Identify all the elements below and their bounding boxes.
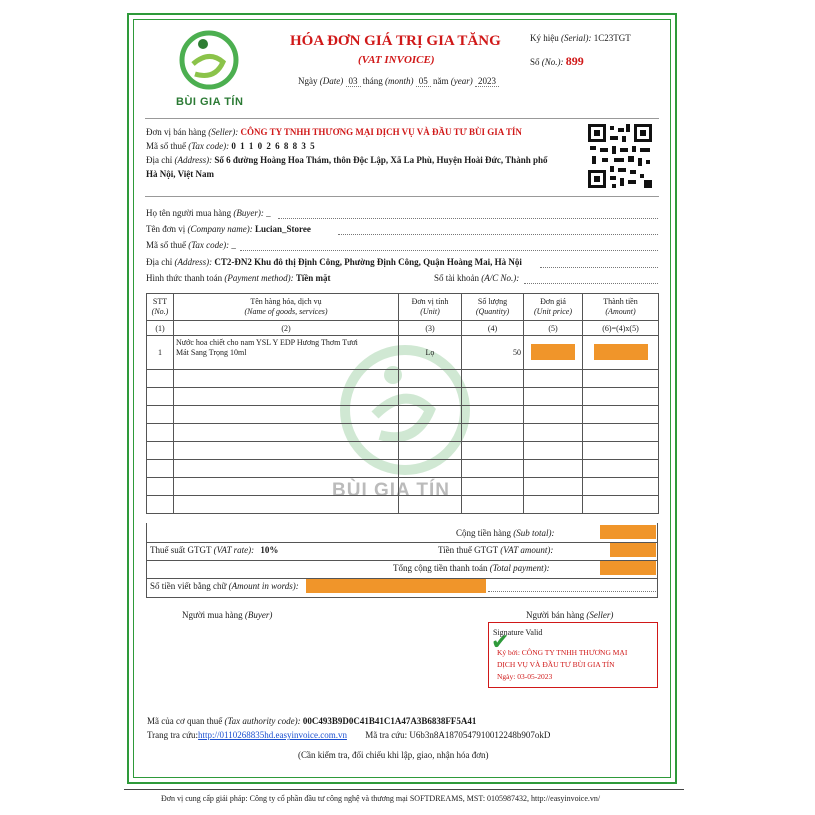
signed-by-line1: Ký bởi: CÔNG TY TNHH THƯƠNG MẠI	[497, 648, 628, 657]
redacted-amount	[594, 344, 648, 360]
seller-tax-code: 0 1 1 0 2 6 8 8 3 5	[231, 141, 316, 151]
qr-code-icon	[588, 124, 652, 188]
signature-check-icon: ✔	[491, 630, 510, 655]
subtotal-label: Cộng tiền hàng (Sub total):	[456, 528, 555, 538]
signed-date: Ngày: 03-05-2023	[497, 672, 553, 681]
table-row: 1 Nước hoa chiết cho nam YSL Y EDP Hương Thơm Tươi Mát Sang Trọng 10ml Lọ 50	[147, 336, 659, 370]
seller-name: CÔNG TY TNHH THƯƠNG MẠI DỊCH VỤ VÀ ĐẦU TƯ BÙI GIA TÍN	[240, 127, 522, 137]
footer-note: (Cần kiểm tra, đối chiếu khi lập, giao, nhận hóa đơn)	[298, 750, 489, 760]
table-row	[147, 496, 659, 514]
lookup-code: U6b3n8A1870547910012248b907okD	[409, 730, 551, 740]
buyer-company: Lucian_Storee	[255, 224, 311, 234]
seller-address-line2: Hà Nội, Việt Nam	[146, 169, 214, 179]
col-header-qty: Số lượng (Quantity)	[462, 294, 524, 321]
seller-tax-line: Mã số thuế (Tax code): 0 1 1 0 2 6 8 8 3 5	[146, 141, 316, 151]
redacted-total	[600, 561, 656, 575]
buyer-company-line: Tên đơn vị (Company name): Lucian_Storee	[146, 224, 311, 234]
divider	[147, 560, 657, 561]
seller-signature-label: Người bán hàng (Seller)	[526, 610, 614, 620]
buyer-tax-line: Mã số thuế (Tax code): _	[146, 240, 236, 250]
invoice-date: Ngày (Date) 03 tháng (month) 05 năm (year) 2023	[298, 76, 499, 86]
lookup-line: Trang tra cứu:http://0110268835hd.easyinvoice.com.vn Mã tra cứu: U6b3n8A1870547910012248b907okD	[147, 730, 551, 740]
date-day: 03	[346, 76, 361, 87]
buyer-address-line: Địa chỉ (Address): CT2-ĐN2 Khu đô thị Định Công, Phường Định Công, Quận Hoàng Mai, Hà Nội	[146, 257, 522, 267]
invoice-title: HÓA ĐƠN GIÁ TRỊ GIA TĂNG	[290, 33, 501, 49]
divider	[145, 118, 659, 119]
serial-value: 1C23TGT	[593, 33, 631, 43]
lookup-link[interactable]: http://0110268835hd.easyinvoice.com.vn	[198, 730, 347, 740]
table-row	[147, 406, 659, 424]
dotted-line	[540, 267, 658, 268]
table-row	[147, 424, 659, 442]
col-header-amount: Thành tiền (Amount)	[583, 294, 659, 321]
buyer-address: CT2-ĐN2 Khu đô thị Định Công, Phường Định Công, Quận Hoàng Mai, Hà Nội	[214, 257, 522, 267]
col-header-no: STT (No.)	[147, 294, 174, 321]
account-no-line: Số tài khoản (A/C No.):	[434, 273, 520, 283]
seller-address: Số 6 đường Hoàng Hoa Thám, thôn Độc Lập, Xã La Phù, Huyện Hoài Đức, Thành phố	[214, 155, 548, 165]
vat-rate: 10%	[260, 545, 279, 555]
invoice-subtitle: (VAT INVOICE)	[358, 54, 435, 66]
signature-valid-text: Signature Valid	[493, 628, 543, 637]
logo-brand-text: BÙI GIA TÍN	[176, 96, 244, 108]
dotted-line	[240, 250, 658, 251]
col-header-price: Đơn giá (Unit price)	[524, 294, 583, 321]
col-header-unit: Đơn vị tính (Unit)	[399, 294, 462, 321]
table-row	[147, 388, 659, 406]
vat-rate-line: Thuế suất GTGT (VAT rate): 10%	[150, 545, 279, 555]
buyer-name-line: Họ tên người mua hàng (Buyer): _	[146, 208, 271, 218]
dotted-line	[488, 591, 656, 592]
buyer-name: _	[266, 208, 271, 218]
divider	[147, 542, 657, 543]
date-month: 05	[416, 76, 431, 87]
company-logo-icon	[175, 30, 243, 90]
date-year: 2023	[475, 76, 499, 87]
table-row	[147, 460, 659, 478]
column-number-row: (1) (2) (3) (4) (5) (6)=(4)x(5)	[147, 321, 659, 336]
redacted-vat-amount	[610, 543, 656, 557]
footer-divider	[124, 789, 684, 790]
table-row	[147, 442, 659, 460]
watermark-text: BÙI GIA TÍN	[332, 480, 450, 501]
divider	[145, 196, 659, 197]
amount-in-words-label: Số tiền viết bằng chữ (Amount in words):	[150, 581, 299, 591]
col-header-name: Tên hàng hóa, dịch vụ (Name of goods, services)	[174, 294, 399, 321]
provider-line: Đơn vị cung cấp giải pháp: Công ty cổ phần đầu tư công nghệ và thương mại SOFTDREAMS, MST: 0105987432, http://easyinvoice.vn/	[161, 794, 601, 803]
seller-address-line: Địa chỉ (Address): Số 6 đường Hoàng Hoa Thám, thôn Độc Lập, Xã La Phù, Huyện Hoài Đức, Thành phố	[146, 155, 548, 165]
redacted-subtotal	[600, 525, 656, 539]
dotted-line	[338, 234, 658, 235]
payment-method: Tiền mặt	[295, 273, 331, 283]
total-payment-label: Tổng cộng tiền thanh toán (Total payment):	[393, 563, 550, 573]
table-header-row	[147, 294, 659, 321]
buyer-tax-code: _	[231, 240, 236, 250]
tax-authority-code: 00C493B9D0C41B41C1A47A3B6838FF5A41	[302, 716, 477, 726]
buyer-signature-label: Người mua hàng (Buyer)	[182, 610, 273, 620]
invoice-number-line: Số (No.): 899	[530, 54, 584, 68]
redacted-unit-price	[531, 344, 575, 360]
invoice-number: 899	[565, 54, 584, 68]
signed-by-line2: DỊCH VỤ VÀ ĐẦU TƯ BÙI GIA TÍN	[497, 660, 615, 669]
seller-name-line: Đơn vị bán hàng (Seller): CÔNG TY TNHH THƯƠNG MẠI DỊCH VỤ VÀ ĐẦU TƯ BÙI GIA TÍN	[146, 127, 522, 137]
items-table	[146, 293, 659, 514]
table-row	[147, 478, 659, 496]
dotted-line	[278, 218, 658, 219]
serial-line: Ký hiệu (Serial): 1C23TGT	[530, 33, 631, 43]
redacted-amount-in-words	[306, 579, 486, 593]
payment-method-line: Hình thức thanh toán (Payment method): Tiền mặt	[146, 273, 331, 283]
table-row	[147, 370, 659, 388]
vat-amount-label: Tiền thuế GTGT (VAT amount):	[438, 545, 554, 555]
dotted-line	[524, 283, 658, 284]
tax-authority-line: Mã của cơ quan thuế (Tax authority code): 00C493B9D0C41B41C1A47A3B6838FF5A41	[147, 716, 477, 726]
